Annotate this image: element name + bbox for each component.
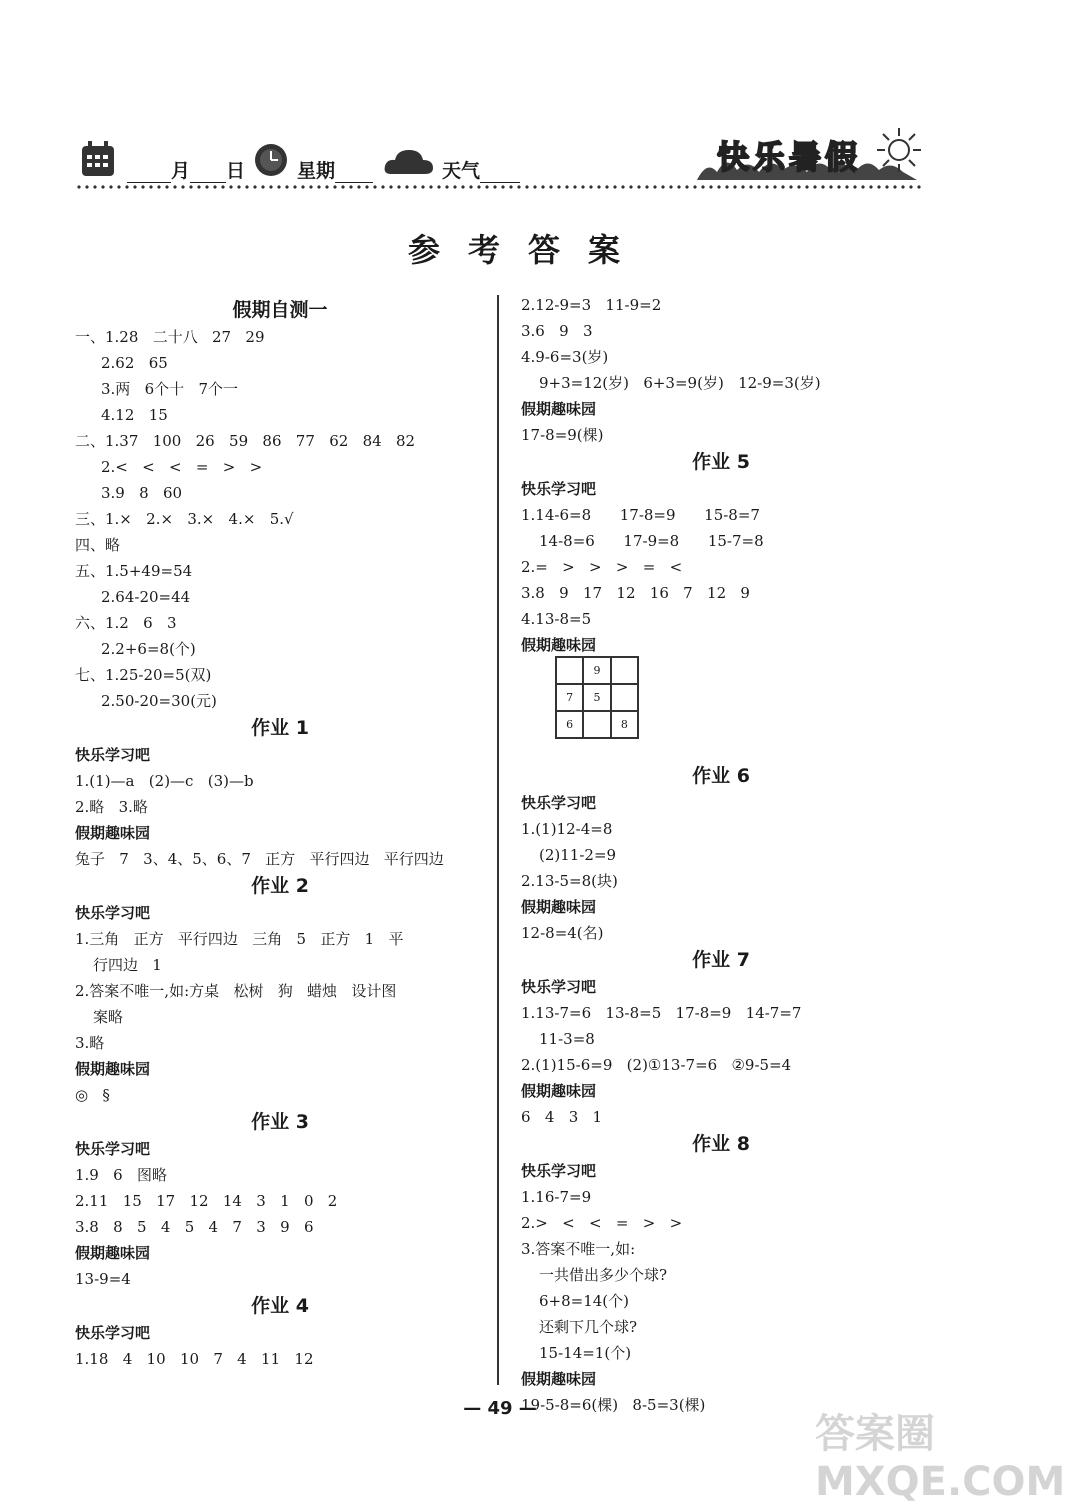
answer-line: 2.50-20=30(元) [101, 692, 217, 710]
answer-line: 3.6 9 3 [521, 322, 593, 340]
calendar-icon [80, 140, 116, 178]
watermark: 答案圈 MXQE.COM [815, 1411, 1065, 1505]
subsection-label: 假期趣味园 [75, 1060, 151, 1078]
answer-line: 1.16-7=9 [521, 1188, 592, 1206]
page-header [75, 138, 925, 188]
section-heading: 作业 5 [692, 451, 750, 473]
answer-line: 12-8=4(名) [521, 924, 604, 942]
grid-cell [611, 657, 638, 684]
grid-cell [556, 657, 583, 684]
answer-line: 13-9=4 [75, 1270, 131, 1288]
sun-icon [875, 126, 923, 174]
spacer [521, 736, 921, 762]
clock-icon [253, 142, 289, 178]
subsection-label: 假期趣味园 [75, 824, 151, 842]
subsection-label: 快乐学习吧 [521, 978, 597, 996]
answer-line: ◎ § [75, 1086, 110, 1104]
answer-line: 6 4 3 1 [521, 1108, 603, 1126]
answer-line: 3.8 8 5 4 5 4 7 3 9 6 [75, 1218, 314, 1236]
section-heading: 作业 3 [251, 1111, 309, 1133]
answer-line: 1.(1)12-4=8 [521, 820, 613, 838]
answer-line: 14-8=6 17-9=8 15-7=8 [539, 532, 764, 550]
answer-line: (2)11-2=9 [539, 846, 617, 864]
answer-line: 二、1.37 100 26 59 86 77 62 84 82 [75, 432, 416, 450]
subsection-label: 假期趣味园 [521, 1082, 597, 1100]
answer-line: 1.13-7=6 13-8=5 17-8=9 14-7=7 [521, 1004, 802, 1022]
date-field: 月 日 [127, 156, 245, 183]
answer-line: 2.12-9=3 11-9=2 [521, 296, 662, 314]
answer-line: 四、略 [75, 536, 121, 554]
answer-line: 行四边 1 [93, 956, 162, 974]
answer-line: 还剩下几个球? [539, 1318, 638, 1336]
answer-line: 一共借出多少个球? [539, 1266, 668, 1284]
subsection-label: 快乐学习吧 [521, 480, 597, 498]
subsection-label: 快乐学习吧 [75, 1140, 151, 1158]
subsection-label: 假期趣味园 [521, 898, 597, 916]
page-title: 参考答案 [407, 231, 648, 269]
answer-line: 2.< < < = > > [101, 458, 263, 476]
answer-line: 2.(1)15-6=9 (2)①13-7=6 ②9-5=4 [521, 1056, 792, 1074]
right-column [521, 292, 921, 1418]
answer-line: 2.2+6=8(个) [101, 640, 196, 658]
answer-line: 五、1.5+49=54 [75, 562, 193, 580]
answer-line: 19-5-8=6(棵) 8-5=3(棵) [521, 1396, 706, 1414]
answer-line: 15-14=1(个) [539, 1344, 632, 1362]
answer-line: 一、1.28 二十八 27 29 [75, 328, 265, 346]
answer-line: 3.9 8 60 [101, 484, 183, 502]
column-divider [497, 295, 499, 1385]
answer-line: 六、1.2 6 3 [75, 614, 177, 632]
answer-line: 1.(1)—a (2)—c (3)—b [75, 772, 254, 790]
grid-cell: 6 [556, 711, 583, 738]
section-heading: 作业 1 [251, 717, 309, 739]
answer-line: 9+3=12(岁) 6+3=9(岁) 12-9=3(岁) [539, 374, 821, 392]
grid-cell [583, 711, 610, 738]
answer-line: 1.18 4 10 10 7 4 11 12 [75, 1350, 314, 1368]
answer-line: 2.64-20=44 [101, 588, 191, 606]
answer-line: 3.答案不唯一,如: [521, 1240, 636, 1258]
subsection-label: 假期趣味园 [521, 1370, 597, 1388]
answer-line: 2.答案不唯一,如:方桌 松树 狗 蜡烛 设计图 [75, 982, 397, 1000]
answer-line: 2.略 3.略 [75, 798, 148, 816]
answer-line: 2.11 15 17 12 14 3 1 0 2 [75, 1192, 338, 1210]
answer-line: 4.13-8=5 [521, 610, 592, 628]
answer-line: 4.9-6=3(岁) [521, 348, 609, 366]
page-number: — 49 — [463, 1398, 537, 1419]
section-heading: 作业 4 [251, 1295, 309, 1317]
answer-line: 6+8=14(个) [539, 1292, 630, 1310]
answer-line: 2.= > > > = < [521, 558, 683, 576]
subsection-label: 假期趣味园 [75, 1244, 151, 1262]
grid-cell [611, 684, 638, 711]
subsection-label: 快乐学习吧 [75, 904, 151, 922]
subsection-label: 快乐学习吧 [521, 1162, 597, 1180]
section-heading: 假期自测一 [232, 299, 328, 321]
answer-line: 七、1.25-20=5(双) [75, 666, 212, 684]
subsection-label: 假期趣味园 [521, 636, 597, 654]
answer-line: 案略 [93, 1008, 124, 1026]
answer-line: 11-3=8 [539, 1030, 595, 1048]
answer-line: 17-8=9(棵) [521, 426, 604, 444]
grid-cell: 7 [556, 684, 583, 711]
answer-line: 1.14-6=8 17-8=9 15-8=7 [521, 506, 760, 524]
subsection-label: 快乐学习吧 [75, 1324, 151, 1342]
answer-line: 三、1.× 2.× 3.× 4.× 5.√ [75, 510, 294, 528]
answer-line: 2.> < < = > > [521, 1214, 683, 1232]
answer-line: 2.13-5=8(块) [521, 872, 618, 890]
section-heading: 作业 8 [692, 1133, 750, 1155]
answer-line: 2.62 65 [101, 354, 168, 372]
answer-line: 兔子 7 3、4、5、6、7 正方 平行四边 平行四边 [75, 850, 444, 868]
answer-line: 1.9 6 图略 [75, 1166, 168, 1184]
section-heading: 作业 6 [692, 765, 750, 787]
answer-line: 4.12 15 [101, 406, 168, 424]
number-grid [555, 656, 639, 739]
answer-line: 3.略 [75, 1034, 105, 1052]
answer-line: 1.三角 正方 平行四边 三角 5 正方 1 平 [75, 930, 404, 948]
answer-line: 3.两 6个十 7个一 [101, 380, 239, 398]
grid-cell: 5 [583, 684, 610, 711]
cloud-icon [383, 146, 435, 178]
section-heading: 作业 2 [251, 875, 309, 897]
subsection-label: 快乐学习吧 [521, 794, 597, 812]
header-divider [75, 184, 925, 190]
banner [697, 132, 923, 180]
left-column [75, 296, 485, 1372]
subsection-label: 快乐学习吧 [75, 746, 151, 764]
weather-field: 天气 [442, 156, 520, 183]
weekday-field: 星期 [297, 156, 373, 183]
subsection-label: 假期趣味园 [521, 400, 597, 418]
section-heading: 作业 7 [692, 949, 750, 971]
grid-cell: 8 [611, 711, 638, 738]
banner-title: 快乐暑假 [717, 138, 862, 176]
answer-line: 3.8 9 17 12 16 7 12 9 [521, 584, 750, 602]
grid-cell: 9 [583, 657, 610, 684]
